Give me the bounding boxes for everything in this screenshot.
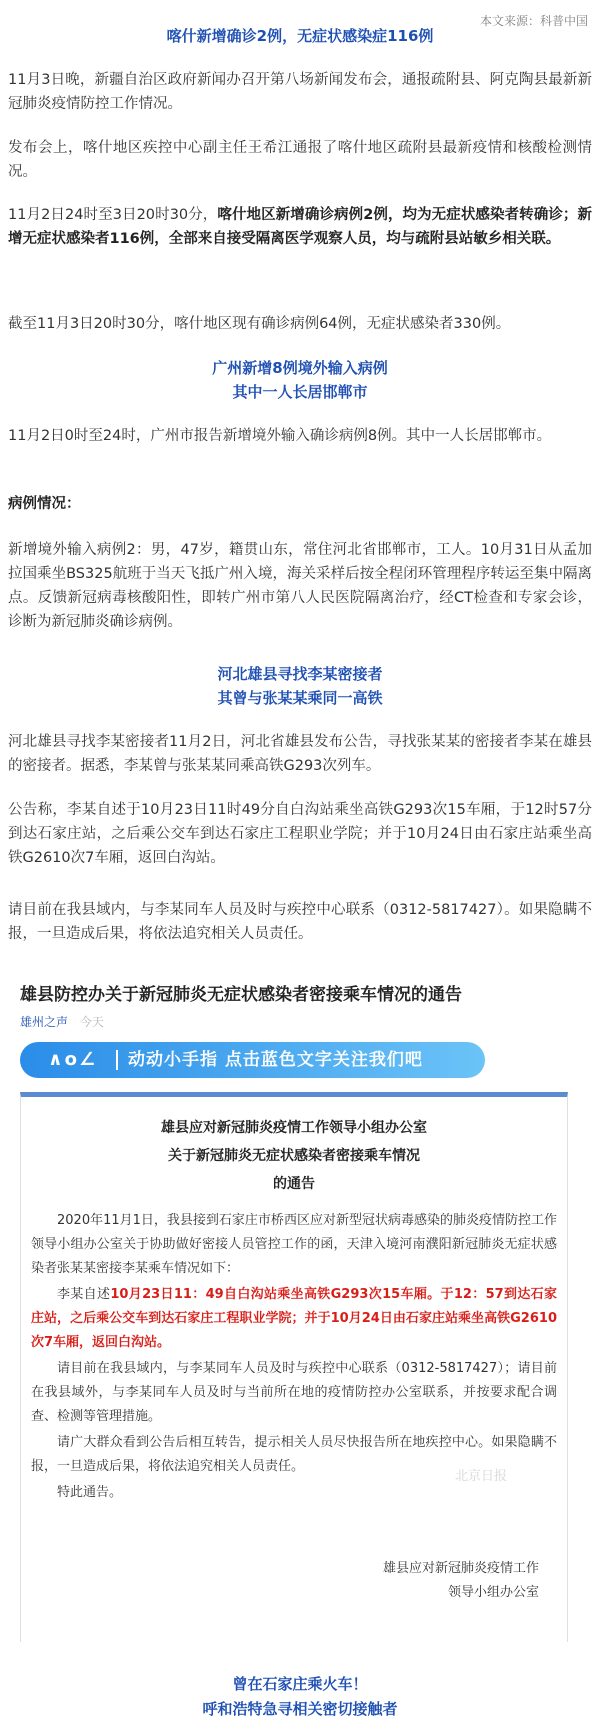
paragraph: 发布会上，喀什地区疾控中心副主任王希江通报了喀什地区疏附县最新疫情和核酸检测情况。 bbox=[8, 140, 592, 180]
doc-signature-1: 雄县应对新冠肺炎疫情工作 bbox=[382, 1561, 539, 1576]
paragraph: 新增境外输入病例2：男，47岁，籍贯山东，常住河北省邯郸市，工人。10月31日从孟加拉国乘坐BS325航班于当天飞抵广州入境，海关采样后按全程闭环管理程序转运至集中隔离点。反馈新冠病毒核酸阳性，即转广州市第八人民医院隔离治疗，经CT检查和专家会诊，诊断为新冠肺炎确诊病例。 bbox=[8, 542, 592, 630]
doc-paragraph: 请目前在我县域内，与李某同车人员及时与疾控中心联系（0312-5817427）；请目前在我县域外，与李某同车人员及时与当前所在地的疫情防控办公室联系，并按要求配合调查、检测等管理措施。 bbox=[31, 1361, 557, 1424]
notice-title: 雄县防控办关于新冠肺炎无症状感染者密接乘车情况的通告 bbox=[20, 985, 462, 1005]
doc-heading-1: 雄县应对新冠肺炎疫情工作领导小组办公室 bbox=[161, 1120, 427, 1136]
paragraph: 11月2日0时至24时，广州市报告新增境外输入确诊病例8例。其中一人长居邯郸市。 bbox=[8, 428, 552, 444]
notice-document bbox=[20, 1092, 568, 1642]
section-heading-hohhot-2: 呼和浩特急寻相关密切接触者 bbox=[202, 1700, 398, 1718]
paragraph: 截至11月3日20时30分，喀什地区现有确诊病例64例，无症状感染者330例。 bbox=[8, 316, 511, 332]
notice-meta bbox=[20, 1013, 104, 1030]
paragraph: 11月3日晚，新疆自治区政府新闻办召开第八场新闻发布会，通报疏附县、阿克陶县最新新冠肺炎疫情防控工作情况。 bbox=[8, 72, 592, 112]
section-heading-hohhot-1: 曾在石家庄乘火车！ bbox=[232, 1675, 368, 1693]
doc-red-text: 10月23日11：49自白沟站乘坐高铁G293次15车厢。于12：57到达石家庄站，之后乘公交车到达石家庄工程职业学院；并于10月24日由石家庄站乘坐高铁G2610次7车厢，返回白沟站。 bbox=[31, 1287, 557, 1350]
doc-signature-2: 领导小组办公室 bbox=[447, 1585, 539, 1600]
watermark: 北京日报 bbox=[455, 1469, 508, 1484]
follow-banner bbox=[20, 1042, 485, 1078]
banner-divider bbox=[116, 1050, 118, 1070]
doc-paragraph: 请广大群众看到公告后相互转告，提示相关人员尽快报告所在地疾控中心。如果隐瞒不报，一旦造成后果，将依法追究相关人员责任。 bbox=[31, 1435, 557, 1474]
paragraph: 河北雄县寻找李某密接者11月2日，河北省雄县发布公告，寻找张某某的密接者李某在雄县的密接者。据悉，李某曾与张某某同乘高铁G293次列车。 bbox=[8, 734, 592, 774]
paragraph: 公告称，李某自述于10月23日11时49分自白沟站乘坐高铁G293次15车厢，于12时57分到达石家庄站，之后乘公交车到达石家庄工程职业学院；并于10月24日由石家庄站乘坐高铁G2610次7车厢，返回白沟站。 bbox=[8, 802, 592, 866]
doc-heading-2: 关于新冠肺炎无症状感染者密接乘车情况 bbox=[168, 1148, 420, 1164]
paragraph-lead: 11月2日24时至3日20时30分， bbox=[8, 207, 218, 223]
paragraph bbox=[8, 203, 592, 251]
section-heading-xiongxian-1: 河北雄县寻找李某密接者 bbox=[217, 665, 383, 683]
paragraph-bold: 喀什地区新增确诊病例2例，均为无症状感染者转确诊；新增无症状感染者116例，全部来自接受隔离医学观察人员，均与疏附县站敏乡相关联。 bbox=[8, 207, 592, 247]
paragraph: 请目前在我县域内，与李某同车人员及时与疾控中心联系（0312-5817427）。如果隐瞒不报，一旦造成后果，将依法追究相关人员责任。 bbox=[8, 902, 592, 942]
account-name: 雄州之声 bbox=[20, 1015, 69, 1029]
section-heading-kashgar: 喀什新增确诊2例，无症状感染症116例 bbox=[166, 27, 434, 45]
doc-paragraph: 2020年11月1日，我县接到石家庄市桥西区应对新型冠状病毒感染的肺炎疫情防控工作领导小组办公室关于协助做好密接人员管控工作的函，天津入境河南濮阳新冠肺炎无症状感染者张某某密接李某乘车情况如下： bbox=[31, 1213, 557, 1276]
section-heading-guangzhou-1: 广州新增8例境外输入病例 bbox=[212, 359, 388, 377]
doc-heading-3: 的通告 bbox=[273, 1176, 315, 1192]
doc-paragraph: 特此通告。 bbox=[57, 1485, 123, 1500]
section-heading-xiongxian-2: 其曾与张某某乘同一高铁 bbox=[217, 689, 383, 707]
banner-text: 动动小手指 点击蓝色文字关注我们吧 bbox=[128, 1050, 423, 1070]
embedded-notice-image bbox=[0, 980, 600, 1660]
section-heading-guangzhou-2: 其中一人长居邯郸市 bbox=[232, 383, 368, 401]
post-time: 今天 bbox=[79, 1015, 104, 1029]
source-note: 本文来源：科普中国 bbox=[479, 14, 588, 28]
case-label: 病例情况： bbox=[8, 496, 81, 512]
banner-logo-icon: ∧o∠ bbox=[48, 1049, 98, 1070]
doc-paragraph bbox=[31, 1283, 557, 1355]
doc-lead: 李某自述 bbox=[57, 1287, 111, 1302]
